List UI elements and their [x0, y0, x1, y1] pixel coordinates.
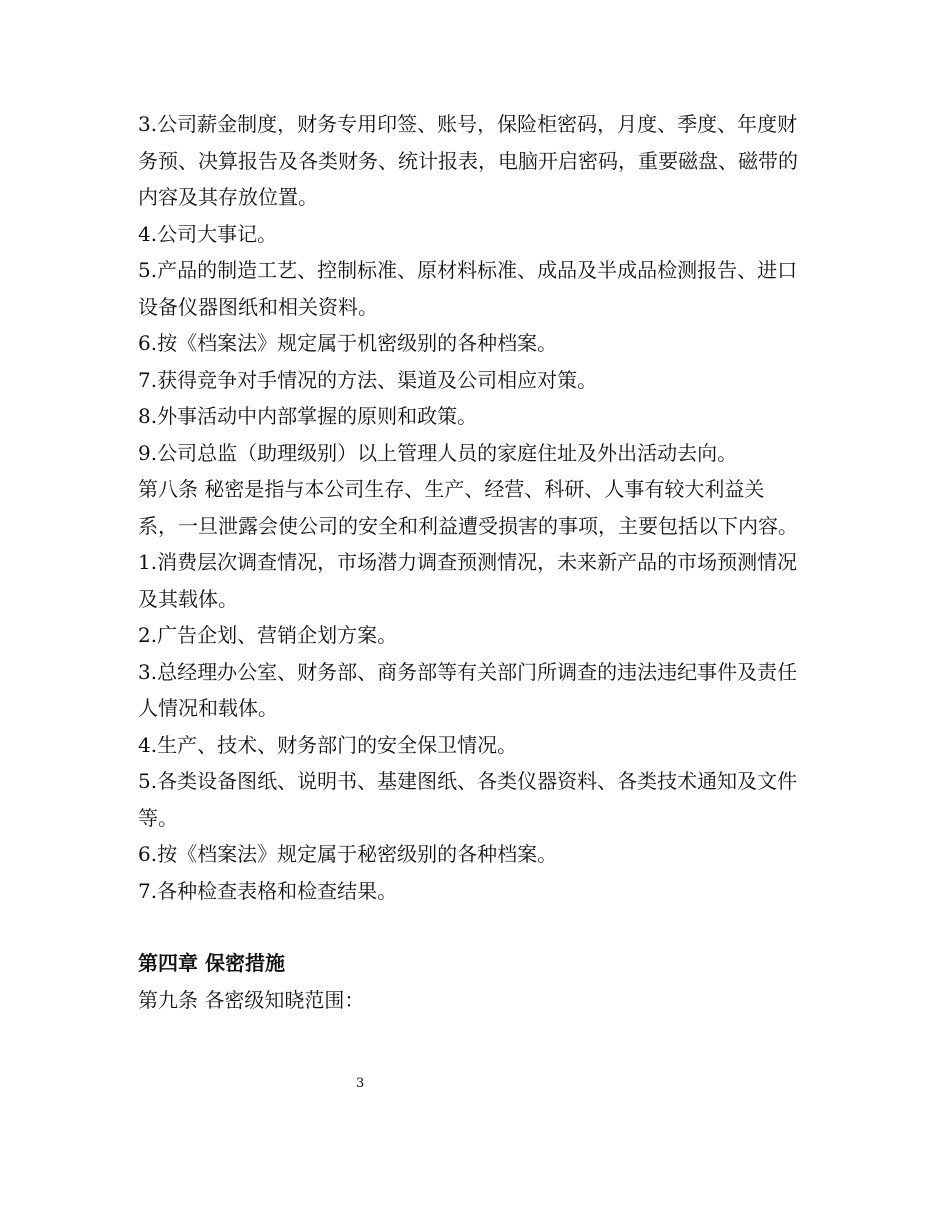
- document-body: [138, 106, 798, 1018]
- document-page: [138, 106, 798, 1018]
- paragraph: 3.公司薪金制度，财务专用印签、账号，保险柜密码，月度、季度、年度财务预、决算报告及各类财务、统计报表，电脑开启密码，重要磁盘、磁带的内容及其存放位置。: [138, 112, 798, 209]
- paragraph: 9.公司总监（助理级别）以上管理人员的家庭住址及外出活动去向。: [138, 440, 738, 465]
- paragraph: 5.产品的制造工艺、控制标准、原材料标准、成品及半成品检测报告、进口设备仪器图纸和相关资料。: [138, 258, 798, 319]
- chapter-heading: 第四章 保密措施: [138, 951, 285, 975]
- paragraph: 8.外事活动中内部掌握的原则和政策。: [138, 404, 478, 428]
- article-paragraph: 第九条 各密级知晓范围：: [138, 987, 365, 1012]
- paragraph: 5.各类设备图纸、说明书、基建图纸、各类仪器资料、各类技术通知及文件等。: [138, 769, 798, 830]
- paragraph: 4.生产、技术、财务部门的安全保卫情况。: [138, 732, 518, 757]
- paragraph: 4.公司大事记。: [138, 221, 278, 246]
- paragraph: 7.获得竞争对手情况的方法、渠道及公司相应对策。: [138, 367, 598, 392]
- paragraph: 3.总经理办公室、财务部、商务部等有关部门所调查的违法违纪事件及责任人情况和载体。: [138, 659, 798, 720]
- paragraph: 1.消费层次调查情况，市场潜力调查预测情况，未来新产品的市场预测情况及其载体。: [138, 550, 798, 611]
- paragraph: 6.按《档案法》规定属于机密级别的各种档案。: [138, 331, 558, 355]
- paragraph: 7.各种检查表格和检查结果。: [138, 878, 398, 903]
- article-paragraph: 第八条 秘密是指与本公司生存、生产、经营、科研、人事有较大利益关系，一旦泄露会使公司的安全和利益遭受损害的事项，主要包括以下内容。: [138, 477, 798, 538]
- paragraph: 6.按《档案法》规定属于秘密级别的各种档案。: [138, 842, 558, 866]
- page-number: 3: [356, 1076, 365, 1091]
- paragraph: 2.广告企划、营销企划方案。: [138, 623, 398, 647]
